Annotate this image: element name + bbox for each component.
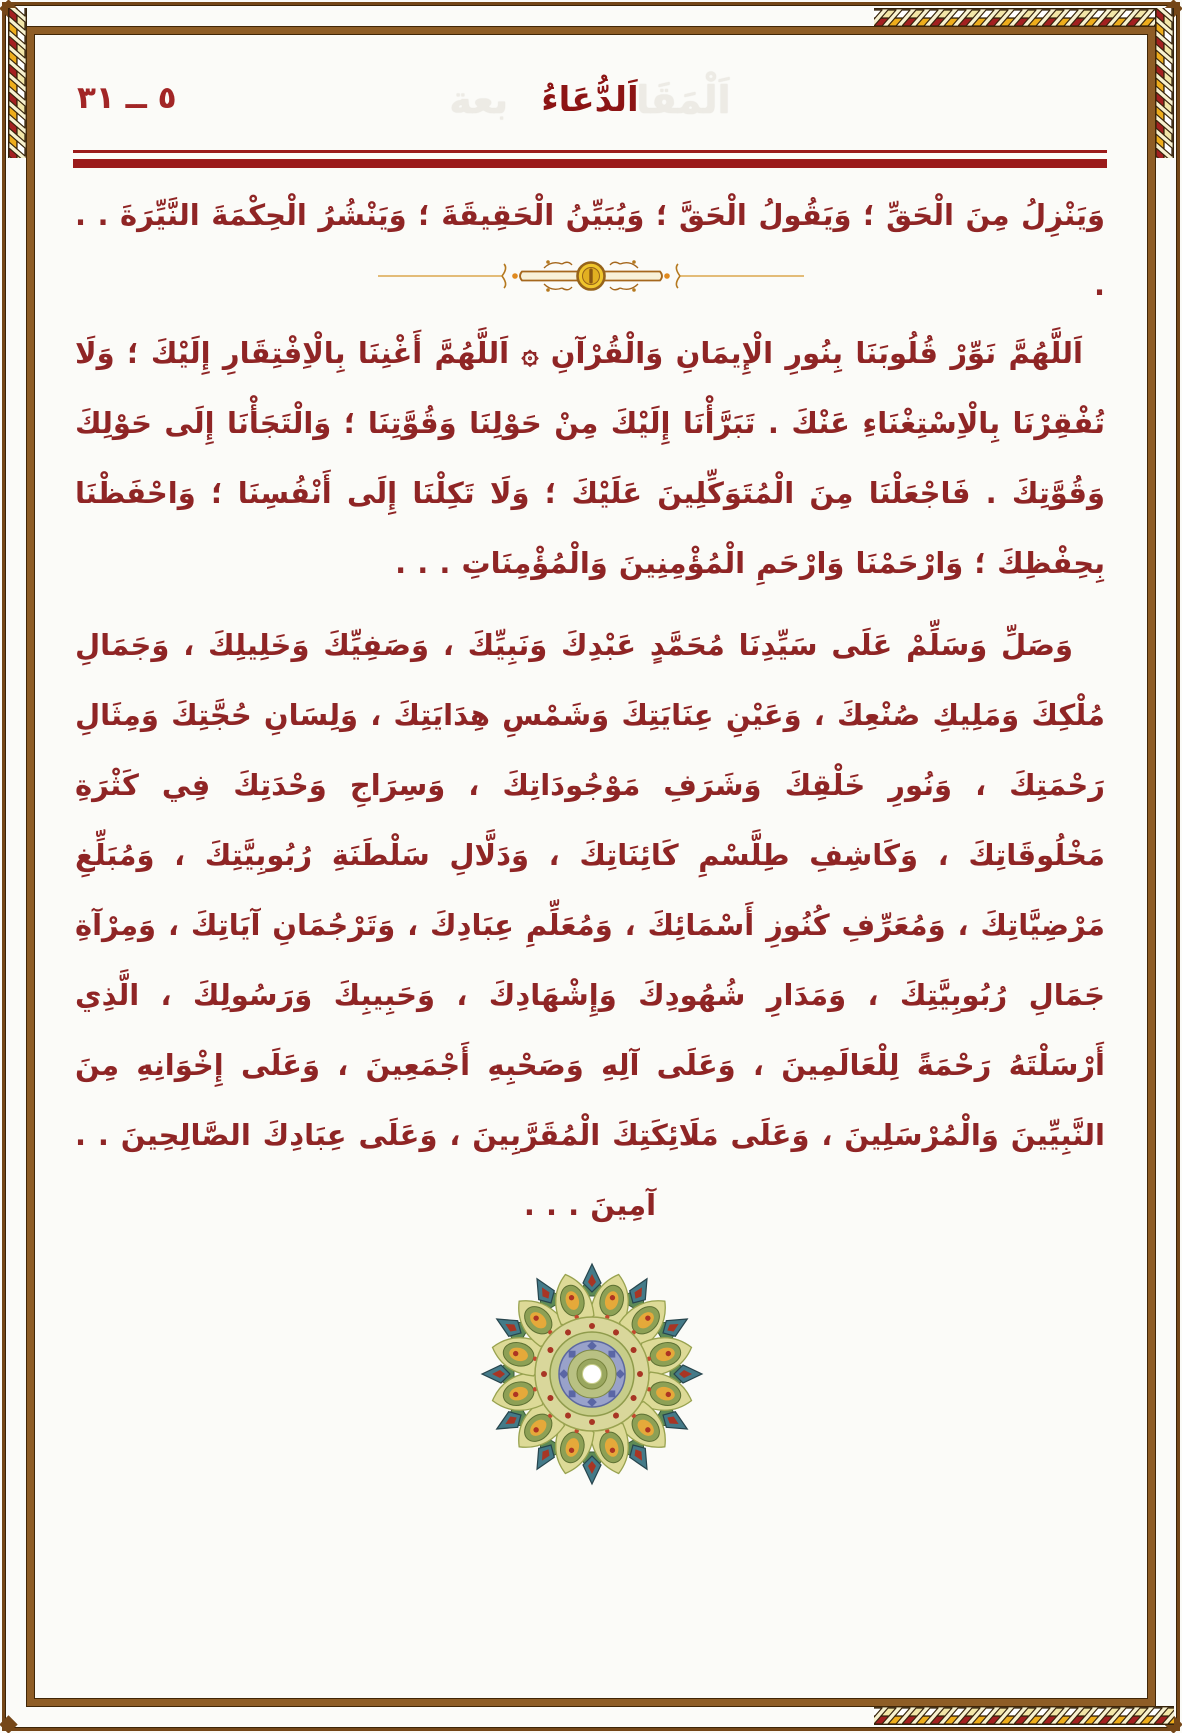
title-watermark-left: بعة — [449, 78, 509, 122]
page-title: اَلدُّعَاءُ — [541, 80, 639, 120]
chain-border-top — [874, 8, 1174, 27]
section-divider-icon — [376, 252, 806, 300]
rosette-ornament-icon — [480, 1262, 704, 1486]
chain-border-left — [8, 8, 27, 158]
header-rule-thin — [73, 150, 1107, 153]
chain-border-right — [1155, 8, 1174, 158]
paragraph-3: وَصَلِّ وَسَلِّمْ عَلَى سَيِّدِنَا مُحَمَّدٍ عَبْدِكَ وَنَبِيِّكَ ، وَصَفِيِّكَ وَخَلِيلِكَ ، وَجَمَالِ مُلْكِكَ وَمَلِيكِ صُنْعِكَ ، وَعَيْنِ عِنَايَتِكَ وَشَمْسِ هِدَايَتِكَ ، وَلِسَانِ حُجَّتِكَ وَمِثَالِ رَحْمَتِكَ ، وَنُورِ خَلْقِكَ وَشَرَفِ مَوْجُودَاتِكَ ، وَسِرَاجِ وَحْدَتِكَ فِي كَثْرَةِ مَخْلُوقَاتِكَ ، وَكَاشِفِ طِلَّسْمِ كَائِنَاتِكَ ، وَدَلَّالِ سَلْطَنَةِ رُبُوبِيَّتِكَ ، وَمُبَلِّغِ مَرْضِيَّاتِكَ ، وَمُعَرِّفِ كُنُوزِ أَسْمَائِكَ ، وَمُعَلِّمِ عِبَادِكَ ، وَتَرْجُمَانِ آيَاتِكَ ، وَمِرْآةِ جَمَالِ رُبُوبِيَّتِكَ ، وَمَدَارِ شُهُودِكَ وَإِشْهَادِكَ ، وَحَبِيبِكَ وَرَسُولِكَ ، الَّذِي أَرْسَلْتَهُ رَحْمَةً لِلْعَالَمِينَ ، وَعَلَى آلِهِ وَصَحْبِهِ أَجْمَعِينَ ، وَعَلَى إِخْوَانِهِ مِنَ النَّبِيِّينَ وَالْمُرْسَلِينَ ، وَعَلَى مَلَائِكَتِكَ الْمُقَرَّبِينَ ، وَعَلَى عِبَادِكَ الصَّالِحِينَ . . آمِينَ . . . — [75, 628, 1105, 1222]
header-rule-thick — [73, 159, 1107, 168]
frame-corner-icon — [0, 1715, 18, 1733]
page-header — [75, 68, 1105, 132]
chain-border-bottom — [874, 1706, 1174, 1725]
title-watermark-right: اَلْمَقَا — [636, 78, 731, 122]
page-number: ٥ ــ ٣١ — [77, 80, 177, 116]
paragraph-2: اَللَّهُمَّ نَوِّرْ قُلُوبَنَا بِنُورِ الْإِيمَانِ وَالْقُرْآنِ ۞ اَللَّهُمَّ أَغْنِنَا بِالْاِفْتِقَارِ إِلَيْكَ ؛ وَلَا تُفْقِرْنَا بِالْاِسْتِغْنَاءِ عَنْكَ . تَبَرَّأْنَا إِلَيْكَ مِنْ حَوْلِنَا وَقُوَّتِنَا ؛ وَالْتَجَأْنَا إِلَى حَوْلِكَ وَقُوَّتِكَ . فَاجْعَلْنَا مِنَ الْمُتَوَكِّلِينَ عَلَيْكَ ؛ وَلَا تَكِلْنَا إِلَى أَنْفُسِنَا ؛ وَاحْفَظْنَا بِحِفْظِكَ ؛ وَارْحَمْنَا وَارْحَمِ الْمُؤْمِنِينَ وَالْمُؤْمِنَاتِ . . . — [75, 336, 1105, 580]
paragraph-1: وَيَنْزِلُ مِنَ الْحَقِّ ؛ وَيَقُولُ الْحَقَّ ؛ وَيُبَيِّنُ الْحَقِيقَةَ ؛ وَيَنْشُرُ الْحِكْمَةَ النَّيِّرَةَ . . . — [75, 198, 1105, 302]
